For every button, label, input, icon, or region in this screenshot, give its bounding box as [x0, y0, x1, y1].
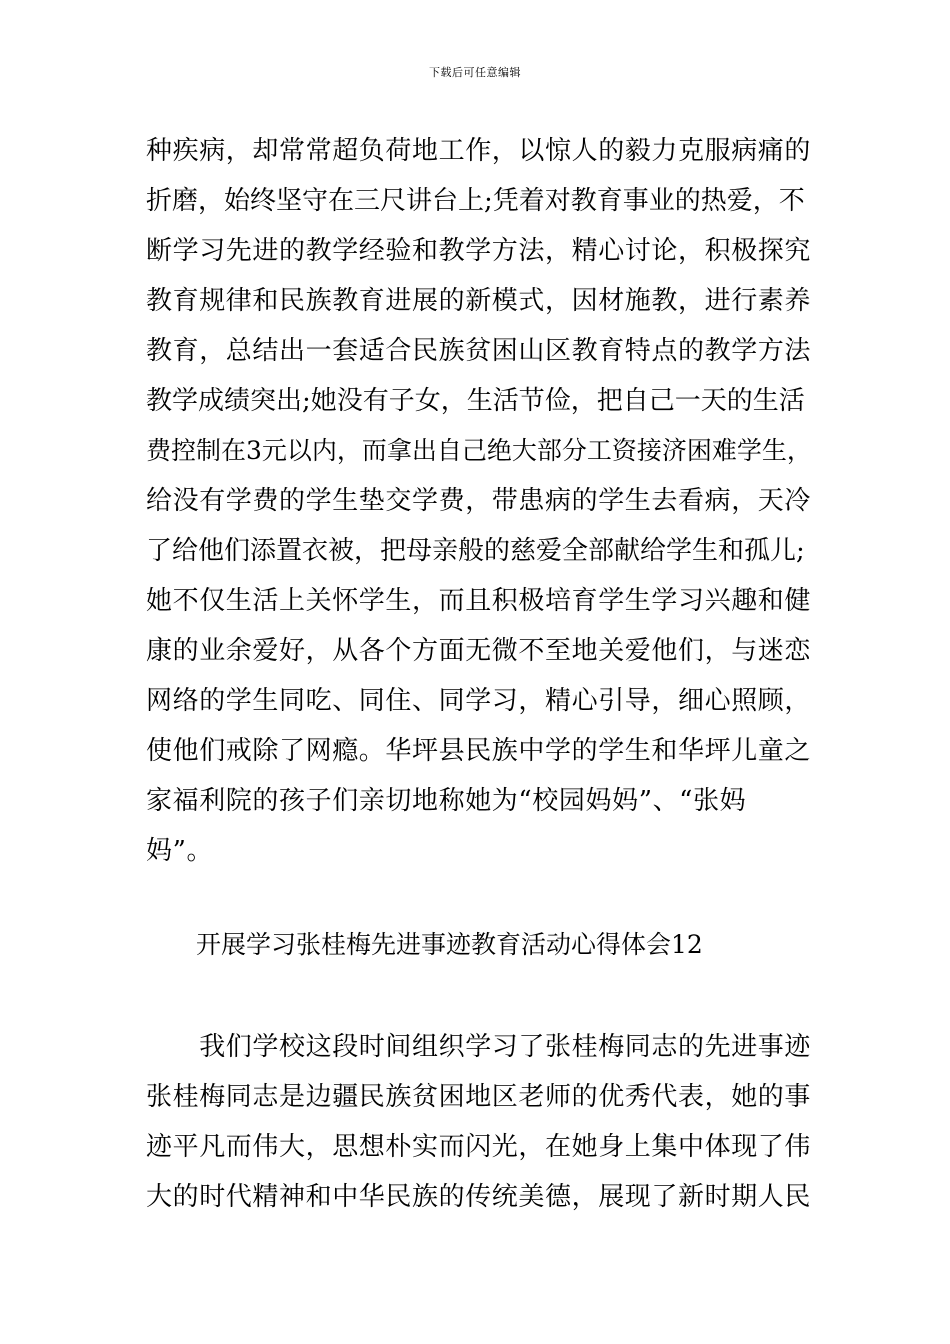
paragraph-line: 教育规律和民族教育进展的新模式，因材施教，进行素养 — [146, 286, 812, 316]
paragraph-line: 网络的学生同吃、同住、同学习，精心引导，细心照顾， — [146, 686, 812, 716]
paragraph-line: 我们学校这段时间组织学习了张桂梅同志的先进事迹 — [146, 1032, 812, 1062]
paragraph-line: 了给他们添置衣被，把母亲般的慈爱全部献给学生和孤儿; — [146, 536, 805, 566]
paragraph-line: 折磨，始终坚守在三尺讲台上;凭着对教育事业的热爱，不 — [146, 186, 805, 216]
paragraph-line: 她不仅生活上关怀学生，而且积极培育学生学习兴趣和健 — [146, 586, 812, 616]
paragraph-line: 种疾病，却常常超负荷地工作，以惊人的毅力克服病痛的 — [146, 136, 812, 166]
paragraph-line: 教学成绩突出;她没有子女，生活节俭，把自己一天的生活 — [146, 386, 805, 416]
section-title: 开展学习张桂梅先进事迹教育活动心得体会12 — [196, 930, 703, 959]
paragraph-line: 大的时代精神和中华民族的传统美德，展现了新时期人民 — [146, 1182, 812, 1212]
paragraph-line: 断学习先进的教学经验和教学方法，精心讨论，积极探究 — [146, 236, 812, 266]
paragraph-line: 教育，总结出一套适合民族贫困山区教育特点的教学方法 — [146, 336, 812, 366]
paragraph-line: 费控制在3元以内，而拿出自己绝大部分工资接济困难学生， — [146, 436, 812, 465]
paragraph-line: 迹平凡而伟大，思想朴实而闪光，在她身上集中体现了伟 — [146, 1132, 812, 1162]
paragraph-line: 张桂梅同志是边疆民族贫困地区老师的优秀代表，她的事 — [146, 1082, 812, 1112]
paragraph-line: 康的业余爱好，从各个方面无微不至地关爱他们，与迷恋 — [146, 636, 812, 666]
page-header: 下载后可任意编辑 — [429, 66, 521, 79]
paragraph-line: 妈”。 — [146, 836, 214, 866]
paragraph-line: 给没有学费的学生垫交学费，带患病的学生去看病，天冷 — [146, 486, 812, 516]
paragraph-line: 家福利院的孩子们亲切地称她为“校园妈妈”、“张妈 — [146, 786, 747, 816]
paragraph-line: 使他们戒除了网瘾。华坪县民族中学的学生和华坪儿童之 — [146, 736, 812, 766]
